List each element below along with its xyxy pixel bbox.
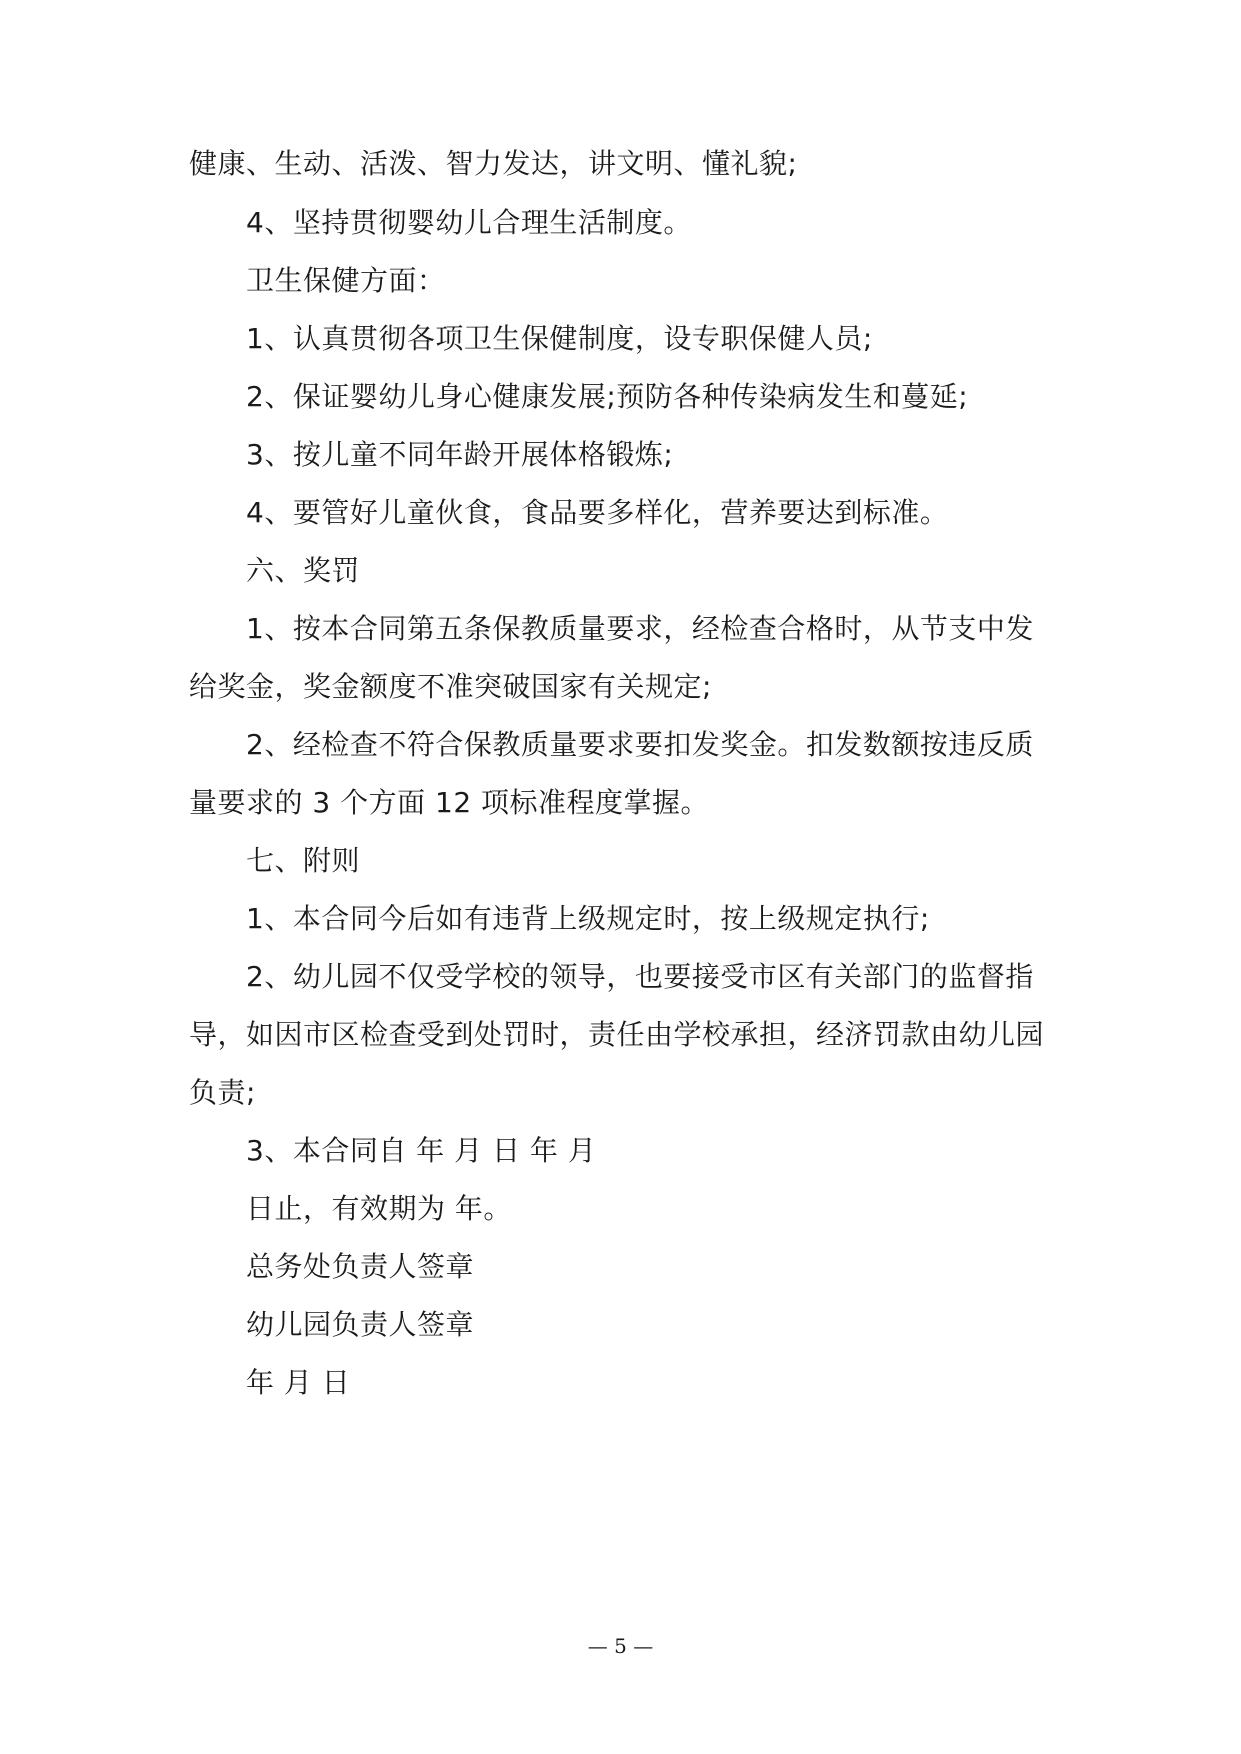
text-line-15: 2、幼儿园不仅受学校的领导，也要接受市区有关部门的监督指: [246, 960, 1034, 993]
text-line-4: 1、认真贯彻各项卫生保健制度，设专职保健人员;: [246, 322, 873, 355]
section-heading-health: 卫生保健方面：: [246, 264, 446, 297]
text-line-14: 1、本合同今后如有违背上级规定时，按上级规定执行;: [246, 902, 930, 935]
text-line-19: 日止，有效期为 年。: [246, 1192, 512, 1225]
text-line-1: 健康、生动、活泼、智力发达，讲文明、懂礼貌;: [189, 147, 798, 180]
text-line-5: 2、保证婴幼儿身心健康发展;预防各种传染病发生和蔓延;: [246, 380, 969, 413]
signature-line-general-affairs: 总务处负责人签章: [246, 1250, 475, 1283]
text-line-18: 3、本合同自 年 月 日 年 月: [246, 1134, 597, 1167]
text-line-2: 4、坚持贯彻婴幼儿合理生活制度。: [246, 206, 692, 239]
text-line-17: 负责;: [189, 1076, 256, 1109]
text-line-9: 1、按本合同第五条保教质量要求，经检查合格时，从节支中发: [246, 612, 1034, 645]
text-line-7: 4、要管好儿童伙食，食品要多样化，营养要达到标准。: [246, 496, 949, 529]
page-number: — 5 —: [587, 1634, 654, 1658]
date-line: 年 月 日: [246, 1366, 351, 1399]
text-line-10: 给奖金，奖金额度不准突破国家有关规定;: [189, 670, 712, 703]
signature-line-kindergarten: 幼儿园负责人签章: [246, 1308, 475, 1341]
text-line-6: 3、按儿童不同年龄开展体格锻炼;: [246, 438, 674, 471]
text-line-12: 量要求的 3 个方面 12 项标准程度掌握。: [189, 786, 710, 819]
text-line-11: 2、经检查不符合保教质量要求要扣发奖金。扣发数额按违反质: [246, 728, 1034, 761]
text-line-16: 导，如因市区检查受到处罚时，责任由学校承担，经济罚款由幼儿园: [189, 1018, 1045, 1051]
section-heading-appendix: 七、附则: [246, 844, 361, 877]
section-heading-rewards: 六、奖罚: [246, 554, 361, 587]
